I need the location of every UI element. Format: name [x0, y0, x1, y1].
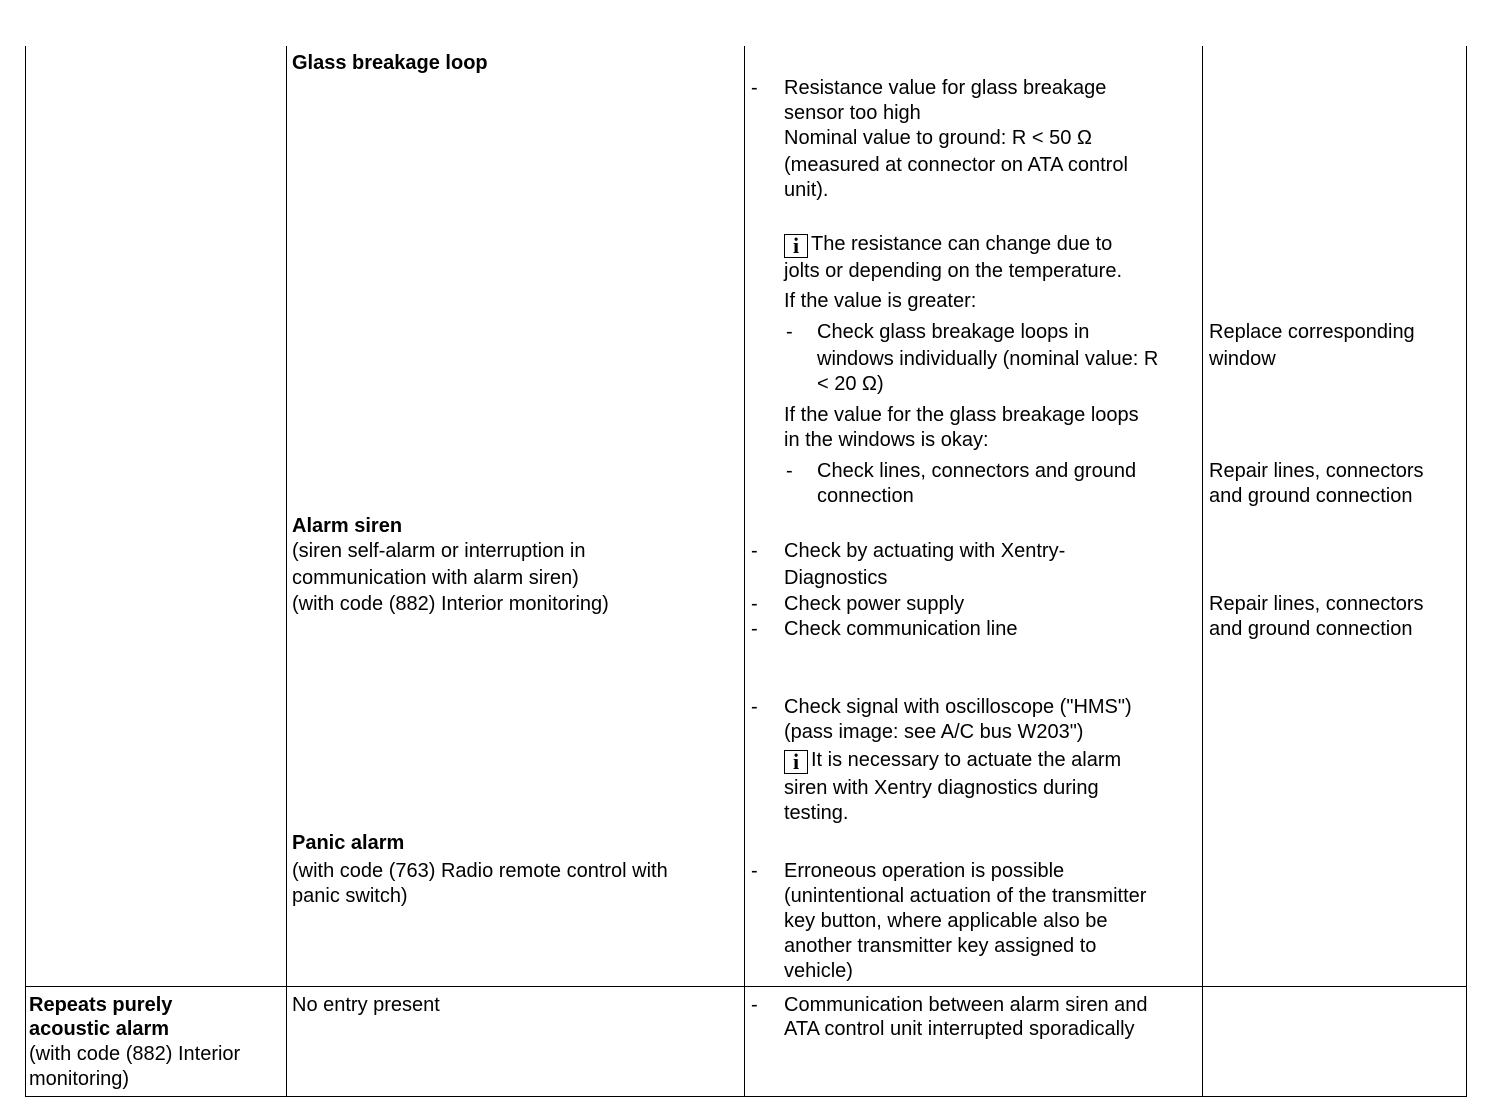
symptom-heading: acoustic alarm [29, 1018, 170, 1040]
column-divider [744, 46, 745, 1097]
siren-description: (siren self-alarm or interruption in [292, 540, 586, 562]
power-check-line: Check power supply [784, 593, 965, 615]
panic-description: (with code (763) Radio remote control with [292, 860, 668, 882]
oscilloscope-check-line: (pass image: see A/C bus W203") [784, 721, 1084, 743]
dash-bullet: - [751, 593, 758, 615]
dash-bullet: - [751, 77, 758, 99]
panic-description: panic switch) [292, 885, 408, 907]
if-greater-text: If the value is greater: [784, 290, 977, 312]
info-icon: i [784, 234, 808, 258]
panic-cause-line: another transmitter key assigned to [784, 935, 1097, 957]
check-glass-line: Check glass breakage loops in [817, 321, 1090, 343]
dash-bullet: - [751, 696, 758, 718]
info-icon: i [784, 750, 808, 774]
if-okay-text: If the value for the glass breakage loops [784, 404, 1139, 426]
symptom-heading: Repeats purely [29, 994, 173, 1016]
column-divider [1466, 46, 1467, 1097]
communication-cause-line: Communication between alarm siren and [784, 994, 1148, 1016]
column-divider [286, 46, 287, 1097]
symptom-description: (with code (882) Interior [29, 1043, 241, 1065]
comm-check-line: Check communication line [784, 618, 1018, 640]
check-lines-line: Check lines, connectors and ground [817, 460, 1137, 482]
check-glass-line: windows individually (nominal value: R [817, 348, 1159, 370]
repair-lines-remedy: and ground connection [1209, 485, 1413, 507]
dash-bullet: - [751, 994, 758, 1016]
panic-alarm-heading: Panic alarm [292, 832, 405, 854]
check-glass-line: < 20 Ω) [817, 373, 884, 395]
communication-cause-line: ATA control unit interrupted sporadically [784, 1018, 1135, 1040]
oscilloscope-note-text: testing. [784, 802, 849, 824]
panic-cause-line: key button, where applicable also be [784, 910, 1108, 932]
dash-bullet: - [751, 618, 758, 640]
oscilloscope-note-text: siren with Xentry diagnostics during [784, 777, 1099, 799]
glass-breakage-heading: Glass breakage loop [292, 52, 488, 74]
replace-window-remedy: Replace corresponding [1209, 321, 1415, 343]
repair-lines-remedy: Repair lines, connectors [1209, 593, 1424, 615]
oscilloscope-note [784, 748, 1121, 774]
symptom-description: monitoring) [29, 1068, 130, 1090]
table-bottom-border [25, 1096, 1467, 1097]
alarm-siren-heading: Alarm siren [292, 515, 403, 537]
dash-bullet: - [786, 321, 793, 343]
siren-description: (with code (882) Interior monitoring) [292, 593, 609, 615]
glass-note-text: The resistance can change due to [811, 233, 1113, 255]
dash-bullet: - [751, 860, 758, 882]
oscilloscope-note-text: It is necessary to actuate the alarm [811, 749, 1122, 771]
check-lines-line: connection [817, 485, 914, 507]
replace-window-remedy: window [1209, 348, 1276, 370]
column-divider [25, 46, 26, 1097]
row-divider [25, 986, 1467, 987]
glass-cause-line: unit). [784, 179, 829, 201]
panic-cause-line: Erroneous operation is possible [784, 860, 1065, 882]
column-divider [1202, 46, 1203, 1097]
siren-check-line: Check by actuating with Xentry- [784, 540, 1066, 562]
glass-cause-line: sensor too high [784, 102, 921, 124]
if-okay-text: in the windows is okay: [784, 429, 989, 451]
glass-note-text: jolts or depending on the temperature. [784, 260, 1122, 282]
siren-description: communication with alarm siren) [292, 567, 579, 589]
panic-cause-line: (unintentional actuation of the transmitter [784, 885, 1147, 907]
glass-cause-line: Nominal value to ground: R < 50 Ω [784, 127, 1092, 149]
glass-note [784, 232, 1112, 258]
panic-cause-line: vehicle) [784, 960, 853, 982]
repair-lines-remedy: and ground connection [1209, 618, 1413, 640]
no-entry-text: No entry present [292, 994, 440, 1016]
oscilloscope-check-line: Check signal with oscilloscope ("HMS") [784, 696, 1132, 718]
glass-cause-line: Resistance value for glass breakage [784, 77, 1107, 99]
repair-lines-remedy: Repair lines, connectors [1209, 460, 1424, 482]
dash-bullet: - [751, 540, 758, 562]
siren-check-line: Diagnostics [784, 567, 888, 589]
dash-bullet: - [786, 460, 793, 482]
glass-cause-line: (measured at connector on ATA control [784, 154, 1128, 176]
